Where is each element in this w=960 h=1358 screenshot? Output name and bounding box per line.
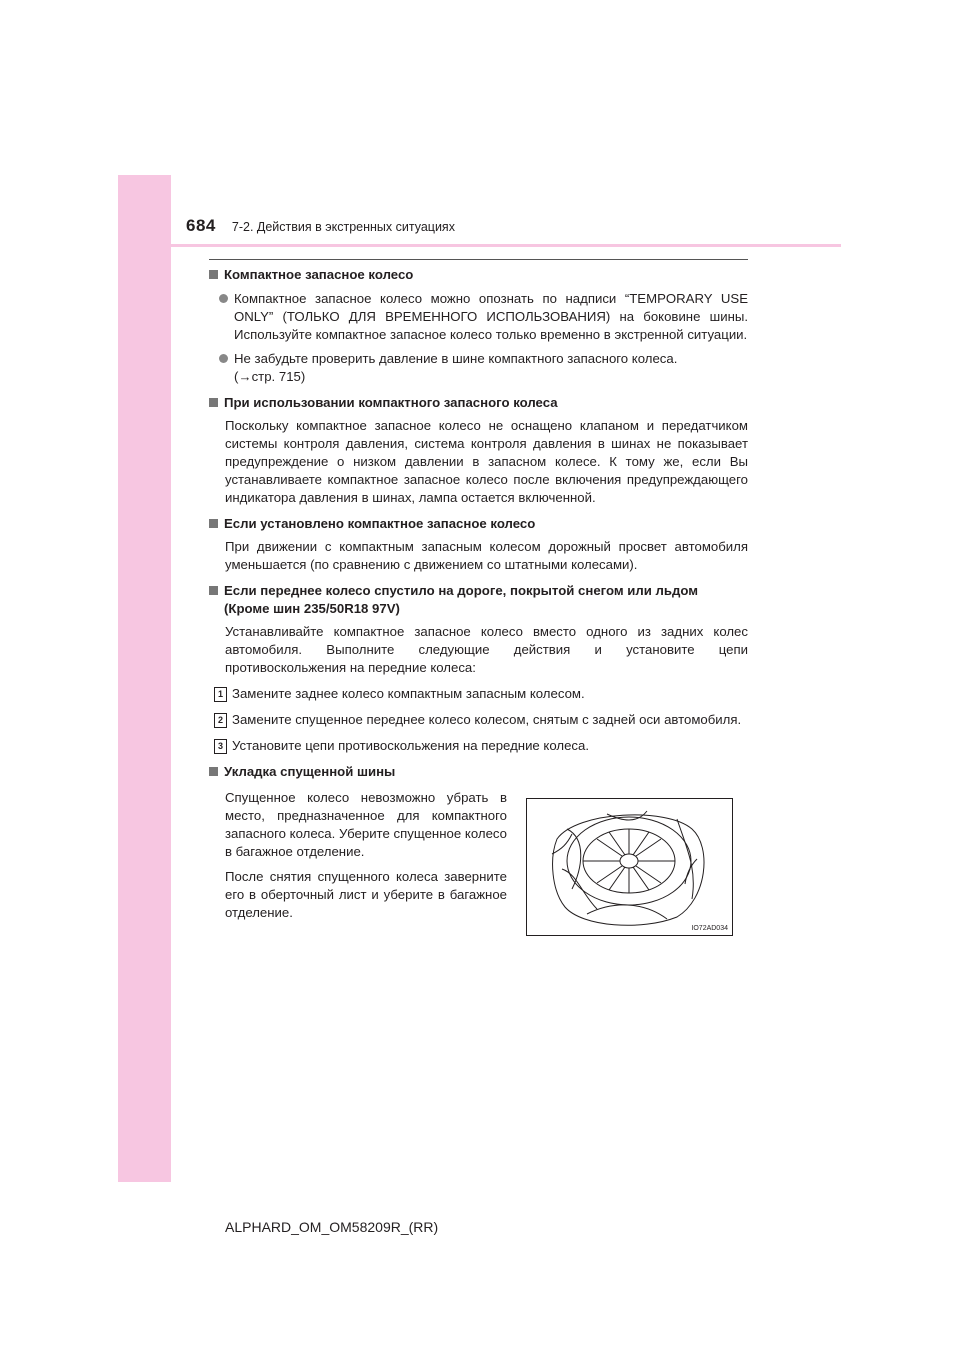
bullet-item <box>219 350 748 386</box>
square-bullet-icon <box>209 519 218 528</box>
content-top-rule <box>209 259 748 260</box>
wrapped-tire-illustration <box>526 798 733 936</box>
heading-front-flat-snow: Если переднее колесо спустило на дороге, покрытой снегом или льдом (Кроме шин 235/50R18 97V) <box>209 582 748 618</box>
step-item <box>209 737 748 755</box>
step-text: Установите цепи противоскольжения на передние колеса. <box>232 738 590 753</box>
document-footer: ALPHARD_OM_OM58209R_(RR) <box>225 1219 439 1235</box>
step-text: Замените спущенное переднее колесо колесом, снятым с задней оси автомобиля. <box>232 712 742 727</box>
heading-stowing-flat-tire: Укладка спущенной шины <box>209 763 748 781</box>
header-underline <box>171 244 841 247</box>
square-bullet-icon <box>209 270 218 279</box>
figure-code: IO72AD034 <box>691 925 728 932</box>
square-bullet-icon <box>209 767 218 776</box>
bullet-text: Не забудьте проверить давление в шине компактного запасного колеса. (→стр. 715) <box>234 351 678 384</box>
heading-using-compact-spare: При использовании компактного запасного колеса <box>209 394 748 412</box>
paragraph: Поскольку компактное запасное колесо не оснащено клапаном и передатчиком системы контроля давления, система контроля давления в шинах не показывает предупреждение о низком давлении в запасном колесе. К тому же, если Вы устанавливаете компактное запасное колесо после включения предупреждающего индикатора давления в шинах, лампа остается включенной. <box>225 418 748 505</box>
page-header <box>186 216 455 236</box>
paragraph: Устанавливайте компактное запасное колесо вместо одного из задних колес автомобиля. Выполните следующие действия и установите цепи противоскольжения на передние колеса: <box>225 624 748 675</box>
section-title: 7-2. Действия в экстренных ситуациях <box>231 220 455 234</box>
step-item <box>209 685 748 703</box>
square-bullet-icon <box>209 398 218 407</box>
bullet-item <box>219 290 748 344</box>
heading-compact-spare: Компактное запасное колесо <box>209 266 748 284</box>
stowing-text <box>225 789 507 929</box>
bullet-text: Компактное запасное колесо можно опознать по надписи “TEMPORARY USE ONLY” (ТОЛЬКО ДЛЯ ВРЕМЕННОГО ИСПОЛЬЗОВАНИЯ) на боковине шины. Используйте компактное запасное колесо только временно в экстренной ситуации. <box>234 291 748 342</box>
step-number: 3 <box>214 739 227 754</box>
chapter-sidebar-tab <box>118 175 171 1182</box>
paragraph: При движении с компактным запасным колесом дорожный просвет автомобиля уменьшается (по сравнению с движением со штатными колесами). <box>225 539 748 572</box>
page-number: 684 <box>186 216 216 235</box>
heading-installed-compact-spare: Если установлено компактное запасное колесо <box>209 515 748 533</box>
page-reference-link[interactable]: (→стр. 715) <box>234 369 306 384</box>
wrapped-tire-icon <box>527 799 732 935</box>
step-number: 2 <box>214 713 227 728</box>
step-text: Замените заднее колесо компактным запасным колесом. <box>232 686 585 701</box>
square-bullet-icon <box>209 586 218 595</box>
circle-bullet-icon <box>219 354 228 363</box>
step-item <box>209 711 748 729</box>
paragraph: Спущенное колесо невозможно убрать в место, предназначенное для компактного запасного колеса. Уберите спущенное колесо в багажное отделение. <box>225 790 507 859</box>
step-number: 1 <box>214 687 227 702</box>
paragraph: После снятия спущенного колеса заверните его в оберточный лист и уберите в багажное отделение. <box>225 869 507 920</box>
circle-bullet-icon <box>219 294 228 303</box>
